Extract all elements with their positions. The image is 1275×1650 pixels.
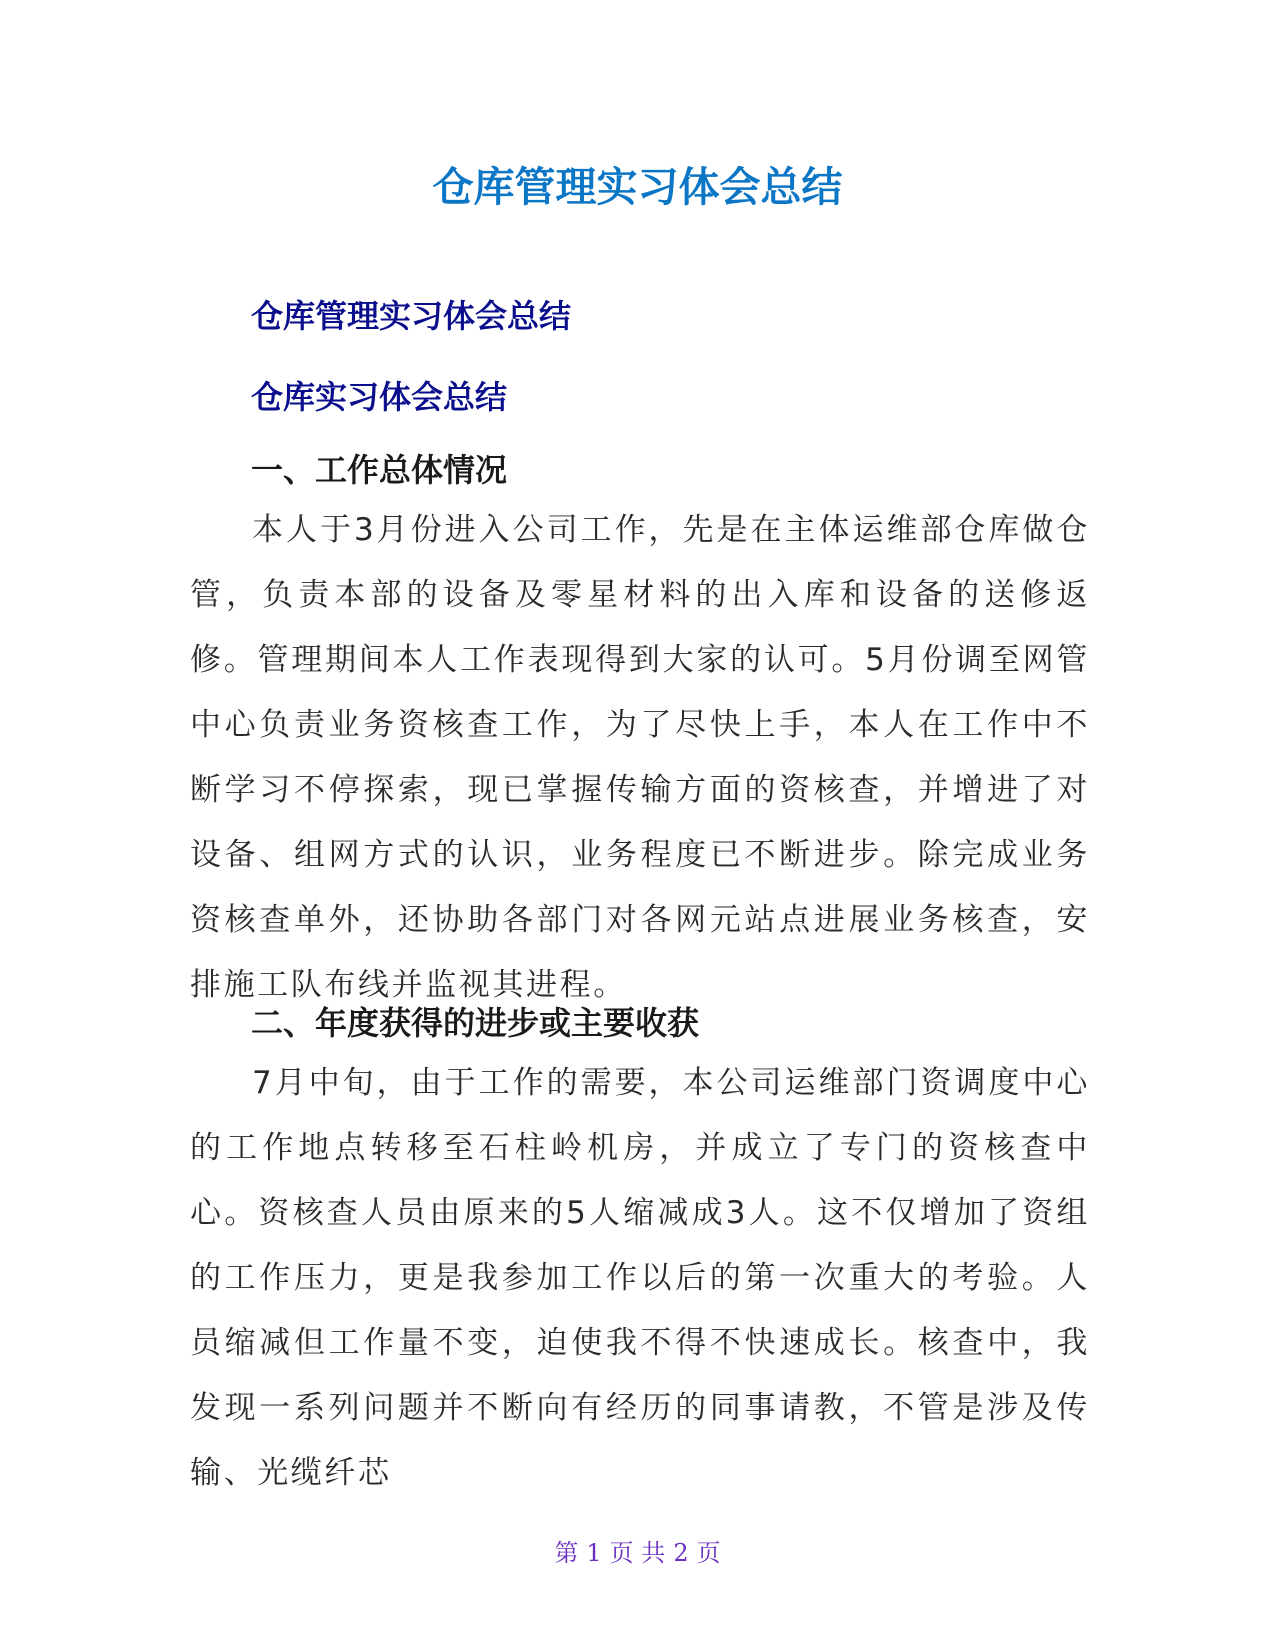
footer-suffix: 页 <box>696 1539 721 1567</box>
document-title: 仓库管理实习体会总结 <box>432 163 843 211</box>
footer-total-pages: 2 <box>673 1539 689 1567</box>
subtitle-warehouse-internship: 仓库实习体会总结 <box>251 378 508 416</box>
section-1-paragraph: 本人于3月份进入公司工作，先是在主体运维部仓库做仓管，负责本部的设备及零星材料的出入库和设备的送修返修。管理期间本人工作表现得到大家的认可。5月份调至网管中心负责业务资核查工作，为了尽快上手，本人在工作中不断学习不停探索，现已掌握传输方面的资核查，并增进了对设备、组网方式的认识，业务程度已不断进步。除完成业务资核查单外，还协助各部门对各网元站点进展业务核查，安排施工队布线并监视其进程。 <box>190 512 1090 1003</box>
section-1-heading: 一、工作总体情况 <box>251 451 508 489</box>
page-number-footer <box>0 1537 1275 1569</box>
subtitle-warehouse-management: 仓库管理实习体会总结 <box>251 297 572 335</box>
footer-middle: 页 共 <box>609 1539 666 1567</box>
section-2-paragraph: 7月中旬，由于工作的需要，本公司运维部门资调度中心的工作地点转移至石柱岭机房，并成立了专门的资核查中心。资核查人员由原来的5人缩减成3人。这不仅增加了资组的工作压力，更是我参加工作以后的第一次重大的考验。人员缩减但工作量不变，迫使我不得不快速成长。核查中，我发现一系列问题并不断向有经历的同事请教，不管是涉及传输、光缆纤芯 <box>190 1065 1090 1491</box>
section-2-heading: 二、年度获得的进步或主要收获 <box>251 1004 700 1042</box>
footer-current-page: 1 <box>586 1539 602 1567</box>
footer-prefix: 第 <box>554 1539 579 1567</box>
